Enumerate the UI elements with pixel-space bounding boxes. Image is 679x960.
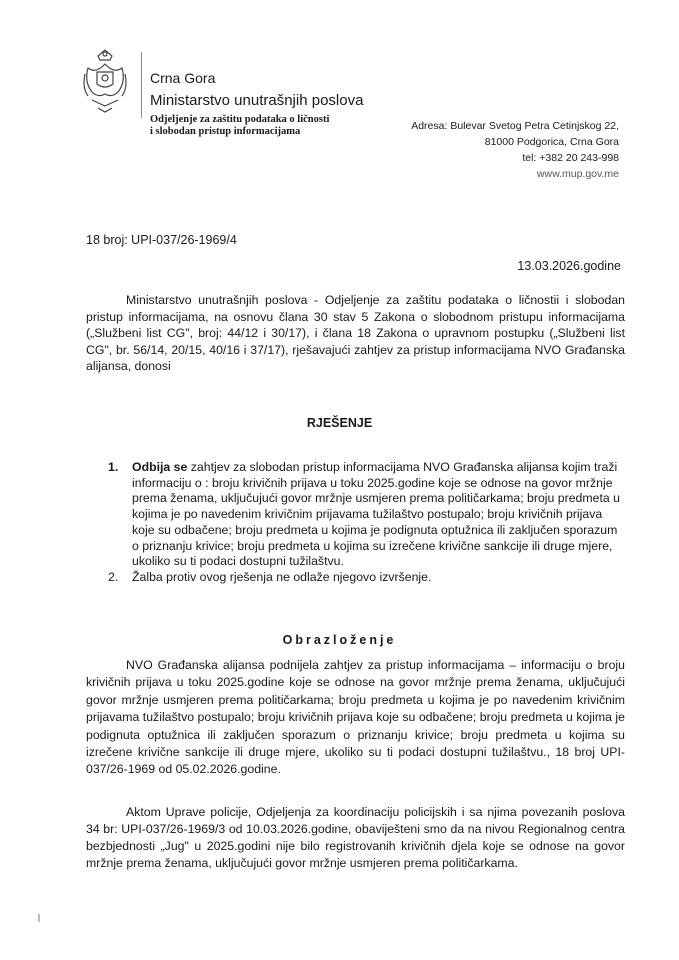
- reasoning-paragraph: [86, 657, 625, 779]
- header-divider: [141, 52, 142, 118]
- item-number: 1.: [108, 460, 119, 474]
- intro-text: Ministarstvo unutrašnjih poslova - Odjeljenje za zaštitu podataka o ličnostii i slobodan pristup informacijama, na osnovu člana 30 stav 5 Zakona o slobodnom pristupu informacijama („Službeni list CG", broj: 44/12 i 30/17), i člana 18 Zakona o upravnom postupku („Službeni list CG", br. 56/14, 20/15, 40/16 i 37/17), rješavajući zahtjev za pristup informacijama NVO Građanska alijansa, donosi: [86, 293, 625, 374]
- reasoning-text: Aktom Uprave policije, Odjeljenja za koordinaciju policijskih i sa njima povezanih poslova 34 br: UPI-037/26-1969/3 od 10.03.2026.godine, obaviješteni smo da na nivou Regionalnog centra bezbjednosti „Jug" u 2025.godini nije bilo registrovanih krivičnih djela koje se odnose na govor mržnje prema ženama, uključujući govor mržnje usmjeren prema političarkama.: [86, 805, 625, 870]
- contact-block: [411, 118, 619, 182]
- decision-item: [108, 570, 625, 586]
- reasoning-title: Obrazloženje: [282, 633, 397, 647]
- scan-mark: [38, 914, 40, 922]
- department-name: [150, 114, 329, 138]
- item-bold: Odbija se: [132, 460, 188, 474]
- document-date: 13.03.2026.godine: [517, 259, 621, 273]
- address-line-1: Adresa: Bulevar Svetog Petra Cetinjskog 22,: [411, 120, 619, 132]
- item-text: Žalba protiv ovog rješenja ne odlaže njegovo izvršenje.: [132, 569, 432, 584]
- intro-paragraph: [86, 292, 625, 375]
- reasoning-paragraph: [86, 804, 625, 872]
- item-text: zahtjev za slobodan pristup informacijama NVO Građanska alijansa kojim traži informaciju o : broju krivičnih prijava u toku 2025.godine koje se odnose na govor mržnje prema ženama, uključujući govor mržnje usmjeren prema političarkama; broju predmeta u kojima je po navedenim krivičnim prijavama tužilaštvo postupalo; broju krivičnih prijava koje su odbačene; broju predmeta u kojima je podignuta optužnica ili zaključen sporazum o priznanju krivice; broju predmeta u kojima su izrečene krivične sankcije ili druge mjere, ukoliko su ti podaci dostupni tužilaštvu.: [132, 460, 620, 569]
- coat-of-arms-logo: [80, 48, 130, 114]
- reasoning-text: NVO Građanska alijansa podnijela zahtjev za pristup informacijama – informaciju o broju krivičnih prijava u toku 2025.godine koje se odnose na govor mržnje prema ženama, uključujući govor mržnje usmjeren prema političarkama; broju predmeta u kojima je po navedenim krivičnim prijavama tužilaštvo postupalo; broju krivičnih prijava koje su odbačene; broju predmeta u kojima je podignuta optužnica ili zaključen sporazum o priznanju krivice; broju predmeta u kojima su izrečene krivične sankcije ili druge mjere, ukoliko su ti podaci dostupni tužilaštvu., 18 broj UPI-037/26-1969 od 05.02.2026.godine.: [86, 658, 625, 777]
- decision-item: [108, 460, 625, 570]
- reference-number: 18 broj: UPI-037/26-1969/4: [86, 233, 237, 247]
- address-line-2: 81000 Podgorica, Crna Gora: [484, 136, 619, 148]
- item-number: 2.: [108, 569, 119, 584]
- country-name: Crna Gora: [150, 70, 216, 86]
- department-line-1: Odjeljenje za zaštitu podataka o ličnosti: [150, 114, 330, 125]
- website: www.mup.gov.me: [536, 168, 619, 180]
- department-line-2: i slobodan pristup informacijama: [150, 126, 301, 137]
- phone: tel: +382 20 243-998: [522, 152, 619, 164]
- decision-title: RJEŠENJE: [306, 416, 373, 430]
- ministry-name: Ministarstvo unutrašnjih poslova: [150, 92, 364, 109]
- decision-list: [108, 460, 625, 586]
